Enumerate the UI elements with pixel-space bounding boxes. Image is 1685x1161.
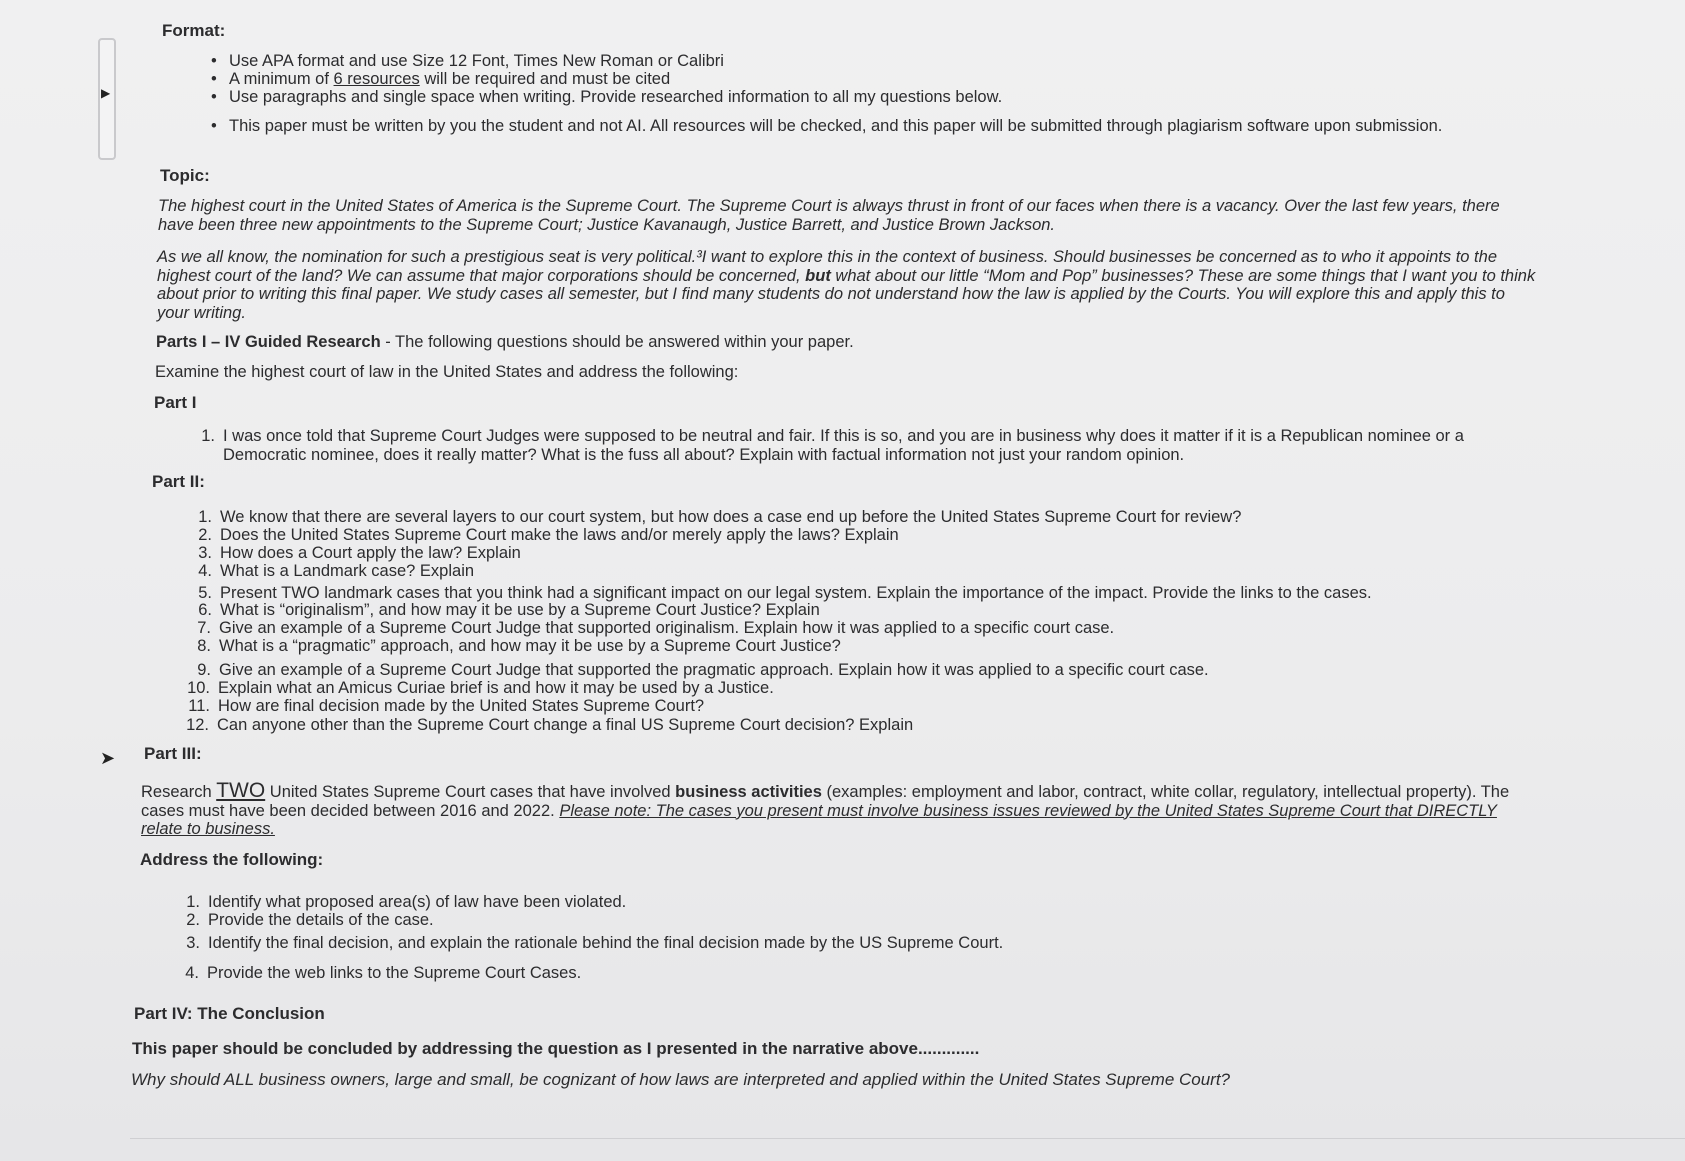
conclusion-instruction: This paper should be concluded by addressing the question as I presented in the narrative above............. [132, 1039, 980, 1058]
topic-paragraph-2: As we all know, the nomination for such a prestigious seat is very political.³I want to explore this in the context of business. Should businesses be concerned as to who it appoints to the highest court of the land? We can assume that major corporations should be concerned, but what about our little “Mom and Pop” businesses? These are some things that I want you to think about prior to writing this final paper. We study cases all semester, but I find many students do not understand how the law is applied by the Courts. You will explore this and apply this to your writing. [157, 248, 1536, 322]
guided-research-intro: Parts I – IV Guided Research - The following questions should be answered within your paper. [156, 333, 854, 351]
conclusion-question: Why should ALL business owners, large and small, be cognizant of how laws are interpreted and applied within the United States Supreme Court? [131, 1070, 1231, 1089]
format-heading: Format: [162, 21, 226, 40]
list-item: 3. Identify the final decision, and explain the rationale behind the final decision made by the US Supreme Court. [186, 934, 1004, 952]
list-item: 8. What is a “pragmatic” approach, and how may it be use by a Supreme Court Justice? [197, 637, 841, 655]
format-bullet: • A minimum of 6 resources will be required and must be cited [211, 70, 671, 88]
format-bullet: • Use paragraphs and single space when writing. Provide researched information to all my questions below. [211, 88, 1003, 106]
list-item: 12. Can anyone other than the Supreme Court change a final US Supreme Court decision? Explain [186, 716, 914, 734]
part-4-heading: Part IV: The Conclusion [134, 1004, 325, 1023]
part-1-heading: Part I [154, 393, 197, 412]
bullet-dot: • [211, 117, 217, 135]
divider [130, 1138, 1685, 1139]
list-item: 10. Explain what an Amicus Curiae brief is and how it may be used by a Justice. [187, 679, 774, 697]
part-3-heading: Part III: [144, 744, 202, 763]
topic-heading: Topic: [160, 166, 210, 185]
format-bullet: • This paper must be written by you the student and not AI. All resources will be checked, and this paper will be submitted through plagiarism software upon submission. [211, 117, 1443, 135]
format-bullet: • Use APA format and use Size 12 Font, Times New Roman or Calibri [211, 52, 724, 70]
list-item: 4. Provide the web links to the Supreme Court Cases. [185, 964, 582, 982]
list-item: 1. We know that there are several layers to our court system, but how does a case end up before the United States Supreme Court for review? [198, 508, 1242, 526]
list-item: 2. Does the United States Supreme Court make the laws and/or merely apply the laws? Explain [198, 526, 899, 544]
list-item: 7. Give an example of a Supreme Court Judge that supported originalism. Explain how it was applied to a specific court case. [197, 619, 1115, 637]
list-item: 1. Identify what proposed area(s) of law have been violated. [186, 893, 627, 911]
address-heading: Address the following: [140, 850, 324, 869]
list-item: 11. How are final decision made by the United States Supreme Court? [188, 697, 705, 715]
list-item: 1. I was once told that Supreme Court Judges were supposed to be neutral and fair. If this is so, and you are in business why does it matter if it is a Republican nominee or a Democratic nominee, does it really matter? What is the fuss all about? Explain with factual information not just your random opinion. [201, 427, 1464, 464]
part-3-paragraph: Research TWO United States Supreme Court cases that have involved business activities (examples: employment and labor, contract, white collar, regulatory, intellectual property). The cases must have been decided between 2016 and 2022. Please note: The cases you present must involve business issues reviewed by the United States Supreme Court that DIRECTLY relate to business. [141, 779, 1510, 838]
list-item: 3. How does a Court apply the law? Explain [198, 544, 521, 562]
resources-link[interactable]: 6 resources [333, 70, 420, 88]
mouse-pointer-icon: ➤ [100, 748, 116, 768]
list-item: 4. What is a Landmark case? Explain [198, 562, 475, 580]
list-item: 6. What is “originalism”, and how may it be use by a Supreme Court Justice? Explain [198, 601, 820, 619]
examine-instruction: Examine the highest court of law in the United States and address the following: [155, 363, 739, 381]
bullet-dot: • [211, 88, 217, 106]
list-item: 2. Provide the details of the case. [186, 911, 434, 929]
list-item: 5. Present TWO landmark cases that you think had a significant impact on our legal system. Explain the importance of the impact. Provide the links to the cases. [198, 584, 1372, 602]
part-2-heading: Part II: [152, 472, 205, 491]
bullet-dot: • [211, 52, 217, 70]
bullet-dot: • [211, 70, 217, 88]
list-item: 9. Give an example of a Supreme Court Judge that supported the pragmatic approach. Explain how it was applied to a specific court case. [197, 661, 1209, 679]
play-triangle-icon[interactable]: ▶ [101, 86, 111, 100]
topic-paragraph-1: The highest court in the United States of America is the Supreme Court. The Supreme Court is always thrust in front of our faces when there is a vacancy. Over the last few years, there have been three new appointments to the Supreme Court; Justice Kavanaugh, Justice Barrett, and Justice Brown Jackson. [158, 197, 1500, 234]
